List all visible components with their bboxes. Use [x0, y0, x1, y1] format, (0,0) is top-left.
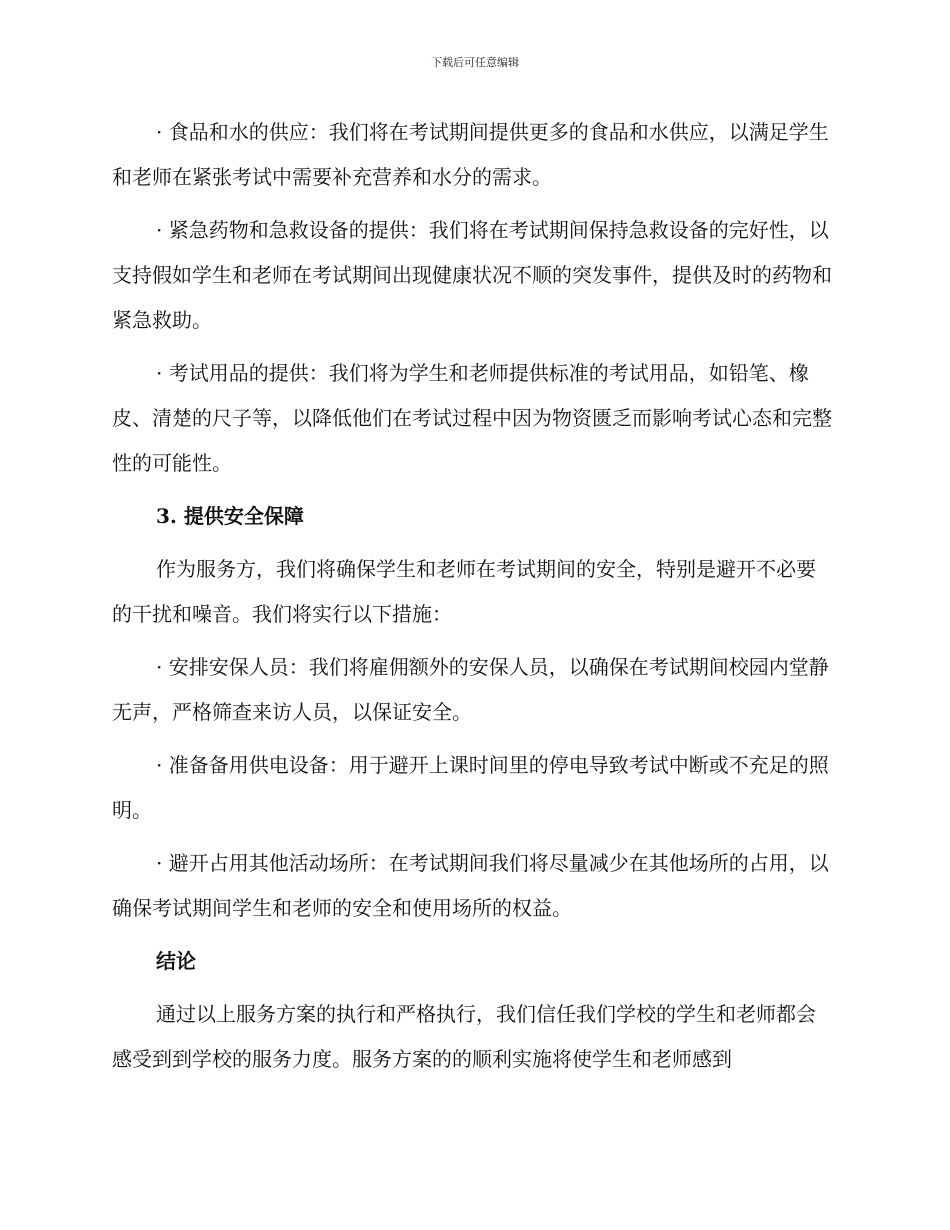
paragraph-food-water: · 食品和水的供应：我们将在考试期间提供更多的食品和水供应，以满足学生和老师在紧张考试中需要补充营养和水分的需求。	[112, 120, 829, 189]
paragraph-first-aid: · 紧急药物和急救设备的提供：我们将在考试期间保持急救设备的完好性，以支持假如学生和老师在考试期间出现健康状况不顺的突发事件，提供及时的药物和紧急救助。	[112, 218, 832, 332]
document-body	[112, 110, 834, 1090]
paragraph-backup-power: · 准备备用供电设备：用于避开上课时间里的停电导致考试中断或不充足的照明。	[112, 753, 829, 822]
paragraph-safety-intro: 作为服务方，我们将确保学生和老师在考试期间的安全，特别是避开不必要的干扰和噪音。我们将实行以下措施：	[112, 557, 816, 626]
section-heading-conclusion: 结论	[156, 949, 196, 973]
section-heading-safety: 3. 提供安全保障	[156, 504, 304, 528]
paragraph-conclusion: 通过以上服务方案的执行和严格执行，我们信任我们学校的学生和老师都会感受到到学校的服务力度。服务方案的的顺利实施将使学生和老师感到	[112, 1002, 816, 1071]
paragraph-exam-supplies: · 考试用品的提供：我们将为学生和老师提供标准的考试用品，如铅笔、橡皮、清楚的尺子等，以降低他们在考试过程中因为物资匮乏而影响考试心态和完整性的可能性。	[112, 361, 832, 475]
header-note: 下载后可任意编辑	[431, 56, 519, 69]
paragraph-avoid-venues: · 避开占用其他活动场所：在考试期间我们将尽量减少在其他场所的占用，以确保考试期间学生和老师的安全和使用场所的权益。	[112, 851, 829, 920]
paragraph-security-staff: · 安排安保人员：我们将雇佣额外的安保人员，以确保在考试期间校园内堂静无声，严格筛查来访人员，以保证安全。	[112, 655, 829, 724]
